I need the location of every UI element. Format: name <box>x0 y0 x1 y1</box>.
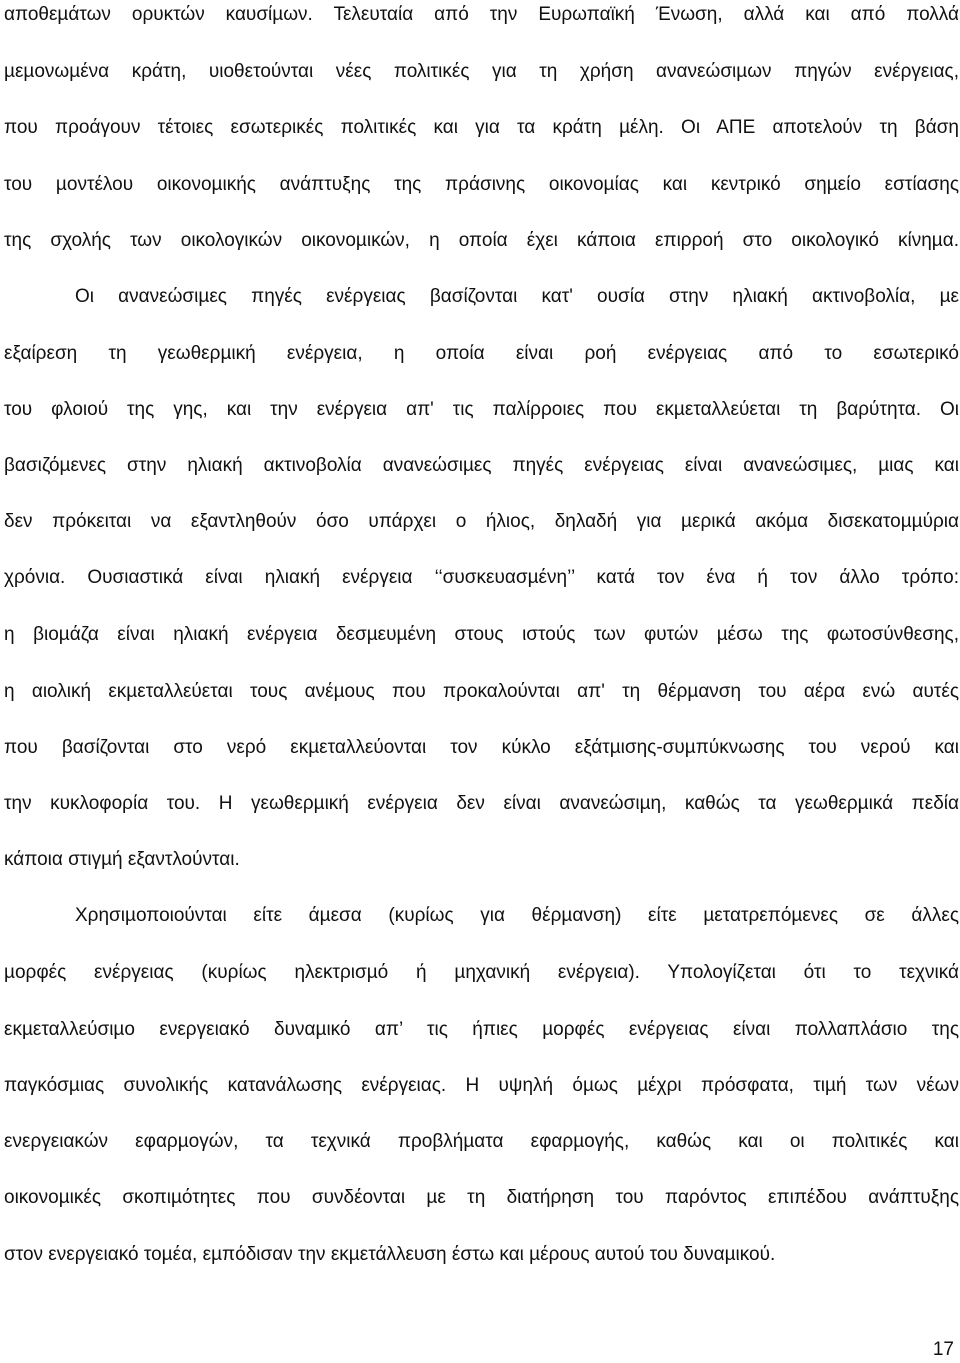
text-line: βασιζόµενες στην ηλιακή ακτινοβολία ανανεώσιµες πηγές ενέργειας είναι ανανεώσιµες, µιας και <box>4 455 959 476</box>
text-line: ενεργειακών εφαρµογών, τα τεχνικά προβλήµατα εφαρµογής, καθώς και οι πολιτικές και <box>4 1131 959 1152</box>
text-line: εξαίρεση τη γεωθερµική ενέργεια, η οποία είναι ροή ενέργειας από το εσωτερικό <box>4 343 959 364</box>
text-line: εκµεταλλεύσιµο ενεργειακό δυναµικό απ’ τις ήπιες µορφές ενέργειας είναι πολλαπλάσιο της <box>4 1019 959 1040</box>
text-line: οικονοµικές σκοπιµότητες που συνδέονται µε τη διατήρηση του παρόντος επιπέδου ανάπτυξης <box>4 1187 959 1208</box>
text-line: αποθεµάτων ορυκτών καυσίµων. Τελευταία από την Ευρωπαϊκή Ένωση, αλλά και από πολλά <box>4 4 959 25</box>
text-line: του µοντέλου οικονοµικής ανάπτυξης της πράσινης οικονοµίας και κεντρικό σηµείο εστίασης <box>4 174 959 195</box>
text-line: µεµονωµένα κράτη, υιοθετούνται νέες πολιτικές για τη χρήση ανανεώσιµων πηγών ενέργειας, <box>4 61 959 82</box>
text-line: της σχολής των οικολογικών οικονοµικών, η οποία έχει κάποια επιρροή στο οικολογικό κίνηµα. <box>4 230 959 251</box>
text-line: η αιολική εκµεταλλεύεται τους ανέµους που προκαλούνται απ' τη θέρµανση του αέρα ενώ αυτές <box>4 681 959 702</box>
text-line: την κυκλοφορία του. Η γεωθερµική ενέργεια δεν είναι ανανεώσιµη, καθώς τα γεωθερµικά πεδία <box>4 793 959 814</box>
text-line: µορφές ενέργειας (κυρίως ηλεκτρισµό ή µηχανική ενέργεια). Υπολογίζεται ότι το τεχνικά <box>4 962 959 983</box>
text-line: του φλοιού της γης, και την ενέργεια απ' τις παλίρροιες που εκµεταλλεύεται τη βαρύτητα. Οι <box>4 399 959 420</box>
paragraph-first-line: Οι ανανεώσιµες πηγές ενέργειας βασίζονται κατ' ουσία στην ηλιακή ακτινοβολία, µε <box>75 286 959 307</box>
text-line: που προάγουν τέτοιες εσωτερικές πολιτικές και για τα κράτη µέλη. Οι ΑΠΕ αποτελούν τη βάση <box>4 117 959 138</box>
text-line: δεν πρόκειται να εξαντληθούν όσο υπάρχει ο ήλιος, δηλαδή για µερικά ακόµα δισεκατοµµύρια <box>4 511 959 532</box>
text-line: παγκόσµιας συνολικής κατανάλωσης ενέργειας. Η υψηλή όµως µέχρι πρόσφατα, τιµή των νέων <box>4 1075 959 1096</box>
text-line: η βιοµάζα είναι ηλιακή ενέργεια δεσµευµένη στους ιστούς των φυτών µέσω της φωτοσύνθεσης, <box>4 624 959 645</box>
text-line: που βασίζονται στο νερό εκµεταλλεύονται τον κύκλο εξάτµισης-συµπύκνωσης του νερού και <box>4 737 959 758</box>
text-line: χρόνια. Ουσιαστικά είναι ηλιακή ενέργεια ‘‘συσκευασµένη’’ κατά τον ένα ή τον άλλο τρόπο: <box>4 567 959 588</box>
paragraph-first-line: Χρησιµοποιούνται είτε άµεσα (κυρίως για θέρµανση) είτε µετατρεπόµενες σε άλλες <box>75 905 959 926</box>
paragraph-last-line: στον ενεργειακό τοµέα, εµπόδισαν την εκµετάλλευση έστω και µέρους αυτού του δυναµικού. <box>4 1244 776 1265</box>
page-number: 17 <box>932 1339 954 1360</box>
paragraph-last-line: κάποια στιγµή εξαντλούνται. <box>4 849 240 870</box>
